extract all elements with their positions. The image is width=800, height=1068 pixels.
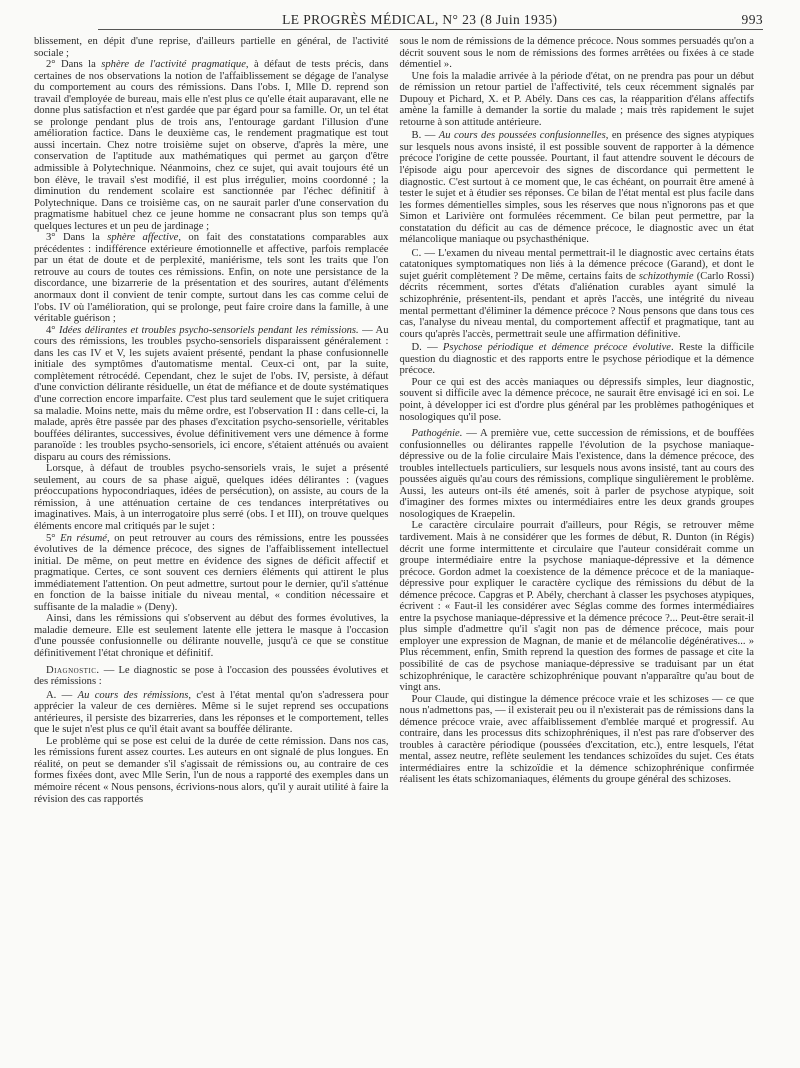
section-heading: Diagnostic.	[46, 664, 100, 676]
paragraph: 4° Idées délirantes et troubles psycho-sensoriels pendant les rémissions. — Au cours des rémissions, les troubles psycho-sensoriels disparaissent généralement : dans les cas IV et V, les sujets avaient présenté, pendant la phase confusionnelle initiale des symptômes d'automatisme mental. Ceux-ci ont, par la suite, complètement rétrocédé. Cependant, chez le sujet de l'obs. IV, persiste, à défaut d'une conviction délirante résiduelle, un état de méfiance et de doute systématiques d'une correction encore imparfaite. C'est plus tard seulement que le sujet critiquera sa maladie. Moins nette, mais du même ordre, est l'observation II : dans celle-ci, la malade, après être passée par des phases d'excitation psycho-sensorielle, véritables bouffées délirantes, successives, évolue définitivement vers une démence à forme paranoïde : les troubles psycho-sensoriels, ici encore, s'étaient atténués ou avaient disparu au cours des rémissions.	[34, 324, 389, 463]
right-column	[400, 36, 755, 1054]
paragraph: Pathogénie. — A première vue, cette succession de rémissions, et de bouffées confusionnelles ou délirantes rappelle l'évolution de la psychose maniaque-dépressive ou de la folie circulaire Mais l'existence, dans la démence précoce, des troubles intellectuels particuliers, sur lesquels nous avons insisté, tant au cours des poussées aiguës qu'au cours des rémissions, complique singulièrement le problème. Aussi, les auteurs ont-ils été amenés, soit à parler de psychose atypique, soit d'imaginer des formes mixtes ou intermédiaires entre les deux grands groupes nosologiques de Kraepelin.	[399, 428, 754, 520]
paragraph: blissement, en dépit d'une reprise, d'ailleurs partielle en général, de l'activité sociale ;	[34, 36, 389, 59]
paragraph: Pour ce qui est des accès maniaques ou dépressifs simples, leur diagnostic, souvent si difficile avec la démence précoce, ne saurait être envisagé ici en soi. Le point, à développer ici est d'ordre plus général par les problèmes pathogéniques et nosologiques qu'il pose.	[399, 376, 754, 423]
section-heading: Pathogénie.	[411, 428, 463, 440]
paragraph: Ainsi, dans les rémissions qui s'observent au début des formes évolutives, la maladie demeure. Elle est seulement latente elle jettera le masque à l'occasion d'une poussée confusionnelle ou délirante nouvelle, jusqu'à ce que se constitue définitivement l'état chronique et définitif.	[34, 613, 389, 659]
page-number: 993	[741, 12, 763, 27]
running-header	[98, 12, 763, 30]
paragraph: Une fois la maladie arrivée à la période d'état, on ne prendra pas pour un début de rémission un retour partiel de l'affectivité, tels ceux récemment signalés par Dupouy et Pichard, X. et P. Abély. Dans ces cas, la réapparition d'élans affectifs amène la famille à demander la sortie du malade ; mais très rapidement le sujet retourne à son attitude antérieure.	[399, 70, 754, 128]
paragraph: B. — Au cours des poussées confusionnelles, en présence des signes atypiques sur lesquels nous avons insisté, il est possible souvent de rapporter à la démence précoce l'origine de cette poussée. Pourtant, il faut attendre souvent le décours de l'épisode aigu pour apercevoir des signes de discordance qui permettent le diagnostic. C'est surtout à ce moment que, le cas échéant, on pourrait être amené à tester le sujet et à étudier ses réponses. Ce bilan de l'état mental est plus facile dans les formes démentielles simples, sous les réserves que nous n'ignorons pas et que Simon et Larivière ont formulées récemment. Ce bilan peut permettre, par la constatation du déficit au cas de démence précoce, le diagnostic avec un état mélancolique maniaque ou psychasthénique.	[399, 130, 754, 246]
paragraph: Diagnostic. — Le diagnostic se pose à l'occasion des poussées évolutives et des rémissions :	[34, 664, 389, 688]
paragraph: sous le nom de rémissions de la démence précoce. Nous sommes persuadés qu'on a décrit souvent sous le nom de rémissions des formes arrêtées ou fixées à ce stade démentiel ».	[399, 36, 754, 71]
paragraph: 5° En résumé, on peut retrouver au cours des rémissions, entre les poussées évolutives de la démence précoce, des signes de l'affaiblissement intellectuel initial. De même, on peut mettre en évidence des signes de déficit affectif et pragmatique. Certes, ce sont souvent ces derniers éléments qui attirent le plus immédiatement l'attention. On peut admettre, surtout pour le dernier, qu'il s'atténue en fonction de la baisse initiale du niveau mental, « condition nécessaire et suffisante de la maladie » (Deny).	[34, 532, 389, 613]
paragraph: 2° Dans la sphère de l'activité pragmatique, à défaut de tests précis, dans certaines de nos observations la notion de l'affaiblissement se dégage de l'analyse du comportement au cours des rémissions. Dans l'obs. I, Mlle D. reprend son travail d'employée de bureau, mais elle n'est plus ce qu'elle était auparavant, elle ne donne plus satisfaction et n'est gardée que par égard pour sa famille. Or, un tel état se prolonge pendant plus de trois ans, l'entourage gardant l'illusion d'une amélioration factice. Dans le deuxième cas, le rendement pragmatique est tout aussi incertain. Chez notre troisième sujet on observe, d'après la mère, une conservation de l'aptitude aux mathématiques qui permet au garçon d'être admissible à Polytechnique. Néanmoins, chez ce sujet, qui avait toujours été un bon élève, le travail s'est modifié, il est plus irrégulier, moins coordonné ; la diminution du rendement scolaire est sanctionnée par l'échec définitif à Polytechnique. Dans ce troisième cas, on ne saurait parler d'une conservation du pragmatisme habituel chez ce jeune homme ne consacrant plus son temps qu'à quelques lectures et un peu de jardinage ;	[34, 59, 389, 232]
paragraph: 3° Dans la sphère affective, on fait des constatations comparables aux précédentes : indifférence extérieure émotionnelle et affective, parfois remplacée par un état de doute et de perplexité, maniérisme, tels sont les traits que l'on retrouve au cours de toutes ces rémissions. Enfin, on note une persistance de la discordance, une bizarrerie de la présentation et des sourires, autant d'éléments anormaux dont il convient de tenir compte, surtout dans les cas comme celui de l'obs. IV où l'amélioration, qui se prolonge, peut faire croire dans la famille, à une véritable guérison ;	[34, 232, 389, 325]
text-columns	[34, 36, 754, 1054]
paragraph: A. — Au cours des rémissions, c'est à l'état mental qu'on s'adressera pour apprécier la valeur de ces dernières. Même si le sujet reprend ses occupations antérieures, il persiste des bizarreries, dans les réponses et le comportement, telles que le sujet n'est plus ce qu'il était avant sa bouffée délirante.	[34, 689, 389, 736]
paragraph: Le caractère circulaire pourrait d'ailleurs, pour Régis, se retrouver même tardivement. Mais à ne considérer que les formes de début, R. Dunton (in Régis) décrit une forme intermittente et circulaire que l'auteur considérait comme un groupe intermédiaire entre la psychose maniaque-dépressive et la démence précoce. Gordon admet la coexistence de la démence précoce et de la maniaque-dépressive pour expliquer le caractère cyclique des rémissions du début de la démence précoce. Capgras et P. Abély, cherchant à classer les psychoses atypiques, écrivent : « Faut-il les considérer avec Séglas comme des formes intermédiaires entre la psychose maniaque-dépressive et la démence précoce ?... Peut-être serait-il plus simple d'admettre qu'il s'agit non pas de démence précoce, mais pour employer une expression de Magnan, de manie et de mélancolie dégénératives... » Plus récemment, enfin, Smith reprend la question des formes de passage et cite la possibilité de cas de psychose maniaque-dépressive se traduisant par un état schizophrénique, le caractère schizophrénique pouvant n'apparaître qu'au bout de vingt ans.	[399, 520, 754, 694]
left-column	[34, 36, 389, 1054]
journal-title: LE PROGRÈS MÉDICAL, N° 23 (8 Juin 1935)	[282, 12, 558, 27]
paragraph: Pour Claude, qui distingue la démence précoce vraie et les schizoses — ce que nous n'admettons pas, — il existerait peu ou il n'existerait pas de rémissions dans la démence précoce vraie, avec affaiblissement d'emblée marqué et progressif. Au contraire, dans les processus dits schizophréniques, il n'est pas rare d'observer des troubles à caractère périodique (poussées d'excitation, etc.), entre lesquels, l'état mental, assez neutre, reflète seulement les tendances schizoïdes du sujet. Ces états intermédiaires entre la schizoïdie et la démence schizophrénique confirmée réalisent les états schizomaniaques, éléments du groupe général des schizoses.	[399, 693, 754, 786]
paragraph: C. — L'examen du niveau mental permettrait-il le diagnostic avec certains états catatoniques symptomatiques non liés à la démence précoce (Garand), et dont le sujet guérit complètement ? De même, certains faits de schizothymie (Carlo Rossi) décrits récemment, sortes d'états d'aliénation curables ayant simulé la schizophrénie, présentent-ils, pendant et après l'accès, une intégrité du niveau mental permettant d'éliminer la démence précoce ? Nous pensons que dans tous ces cas, l'analyse du niveau mental, du comportement affectif et pragmatique, tant au cours qu'après l'accès, permettrait seule une affirmation définitive.	[399, 247, 754, 340]
paragraph: D. — Psychose périodique et démence précoce évolutive. Reste la difficile question du diagnostic et des rapports entre le psychose périodique et la démence précoce.	[399, 342, 754, 377]
paragraph: Lorsque, à défaut de troubles psycho-sensoriels vrais, le sujet a présenté seulement, au cours de sa phase aiguë, quelques idées délirantes : (vagues préoccupations hypocondriaques, idées de persécution), on assiste, au cours de la rémission, à une atténuation certaine de ces tendances interprétatives ou imaginatives. Mais, à un interrogatoire plus serré (obs. I et III), on trouve quelques éléments encore mal critiqués par le sujet :	[34, 463, 389, 532]
paragraph: Le problème qui se pose est celui de la durée de cette rémission. Dans nos cas, les rémissions furent assez courtes. Les auteurs en ont signalé de plus longues. En réalité, on peut se demander s'il s'agissait de rémissions ou, au contraire de ces formes fixées dont, avec Mlle Serin, l'un de nous a rapporté des exemples dans un mémoire récent « Nous pensons, écrivions-nous alors, qu'il y aurait utilité à faire la révision des cas rapportés	[34, 735, 389, 805]
